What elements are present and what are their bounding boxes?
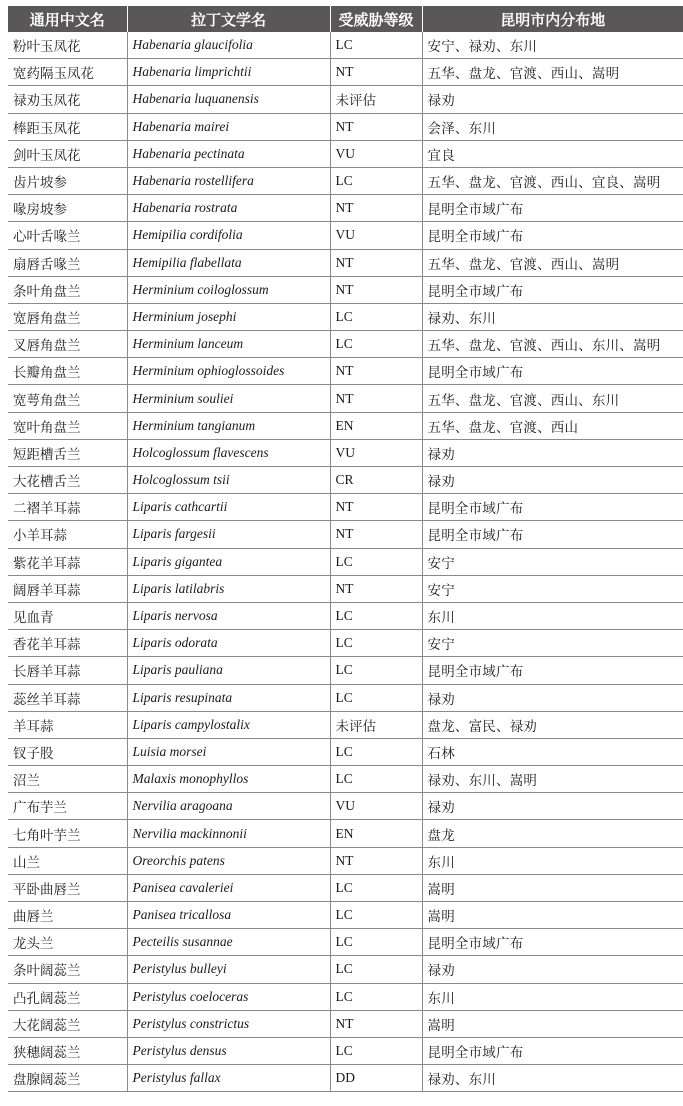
latin-name-cell: Herminium souliei bbox=[127, 385, 330, 412]
table-row bbox=[8, 1065, 683, 1092]
table-row bbox=[8, 983, 683, 1010]
table-row bbox=[8, 874, 683, 901]
threat-level-cell: LC bbox=[330, 956, 422, 983]
common-name-cell: 宽叶角盘兰 bbox=[8, 412, 127, 439]
distribution-cell: 东川 bbox=[422, 847, 683, 874]
distribution-cell: 禄劝 bbox=[422, 467, 683, 494]
distribution-cell: 安宁 bbox=[422, 630, 683, 657]
table-row bbox=[8, 358, 683, 385]
table-row bbox=[8, 86, 683, 113]
threat-level-cell: LC bbox=[330, 32, 422, 59]
latin-name-cell: Herminium coiloglossum bbox=[127, 276, 330, 303]
table-row bbox=[8, 766, 683, 793]
threat-level-cell: LC bbox=[330, 331, 422, 358]
latin-name-cell: Peristylus coeloceras bbox=[127, 983, 330, 1010]
distribution-cell: 昆明全市域广布 bbox=[422, 358, 683, 385]
table-row bbox=[8, 738, 683, 765]
latin-name-cell: Hemipilia flabellata bbox=[127, 249, 330, 276]
table-body bbox=[8, 32, 683, 1092]
distribution-cell: 安宁、禄劝、东川 bbox=[422, 32, 683, 59]
threat-level-cell: LC bbox=[330, 548, 422, 575]
distribution-cell: 禄劝 bbox=[422, 684, 683, 711]
table-row bbox=[8, 820, 683, 847]
threat-level-cell: LC bbox=[330, 983, 422, 1010]
threat-level-cell: LC bbox=[330, 684, 422, 711]
common-name-cell: 大花槽舌兰 bbox=[8, 467, 127, 494]
threat-level-cell: NT bbox=[330, 385, 422, 412]
common-name-cell: 七角叶芋兰 bbox=[8, 820, 127, 847]
threat-level-cell: NT bbox=[330, 521, 422, 548]
threat-level-cell: DD bbox=[330, 1065, 422, 1092]
common-name-cell: 龙头兰 bbox=[8, 929, 127, 956]
distribution-cell: 安宁 bbox=[422, 575, 683, 602]
threat-level-cell: LC bbox=[330, 929, 422, 956]
latin-name-cell: Habenaria pectinata bbox=[127, 140, 330, 167]
distribution-cell: 昆明全市域广布 bbox=[422, 276, 683, 303]
common-name-cell: 香花羊耳蒜 bbox=[8, 630, 127, 657]
threat-level-cell: NT bbox=[330, 276, 422, 303]
table-row bbox=[8, 793, 683, 820]
table-row bbox=[8, 630, 683, 657]
distribution-cell: 五华、盘龙、官渡、西山、东川 bbox=[422, 385, 683, 412]
table-row bbox=[8, 684, 683, 711]
header-threat-level: 受威胁等级 bbox=[330, 6, 422, 32]
common-name-cell: 凸孔阔蕊兰 bbox=[8, 983, 127, 1010]
threat-level-cell: LC bbox=[330, 902, 422, 929]
common-name-cell: 蕊丝羊耳蒜 bbox=[8, 684, 127, 711]
table-row bbox=[8, 412, 683, 439]
table-row bbox=[8, 195, 683, 222]
table-row bbox=[8, 494, 683, 521]
table-row bbox=[8, 548, 683, 575]
threat-level-cell: EN bbox=[330, 820, 422, 847]
table-row bbox=[8, 59, 683, 86]
common-name-cell: 小羊耳蒜 bbox=[8, 521, 127, 548]
distribution-cell: 昆明全市域广布 bbox=[422, 521, 683, 548]
table-row bbox=[8, 222, 683, 249]
latin-name-cell: Nervilia aragoana bbox=[127, 793, 330, 820]
latin-name-cell: Peristylus densus bbox=[127, 1037, 330, 1064]
common-name-cell: 心叶舌喙兰 bbox=[8, 222, 127, 249]
distribution-cell: 东川 bbox=[422, 983, 683, 1010]
distribution-cell: 五华、盘龙、官渡、西山、宜良、嵩明 bbox=[422, 167, 683, 194]
distribution-cell: 禄劝 bbox=[422, 439, 683, 466]
threat-level-cell: NT bbox=[330, 113, 422, 140]
distribution-cell: 禄劝、东川 bbox=[422, 303, 683, 330]
common-name-cell: 宽药隔玉凤花 bbox=[8, 59, 127, 86]
distribution-cell: 昆明全市域广布 bbox=[422, 929, 683, 956]
threat-level-cell: NT bbox=[330, 195, 422, 222]
latin-name-cell: Liparis fargesii bbox=[127, 521, 330, 548]
distribution-cell: 石林 bbox=[422, 738, 683, 765]
threat-level-cell: EN bbox=[330, 412, 422, 439]
species-table bbox=[8, 6, 683, 1092]
common-name-cell: 盘腺阔蕊兰 bbox=[8, 1065, 127, 1092]
table-row bbox=[8, 467, 683, 494]
latin-name-cell: Herminium tangianum bbox=[127, 412, 330, 439]
latin-name-cell: Oreorchis patens bbox=[127, 847, 330, 874]
threat-level-cell: NT bbox=[330, 249, 422, 276]
distribution-cell: 五华、盘龙、官渡、西山、嵩明 bbox=[422, 59, 683, 86]
common-name-cell: 山兰 bbox=[8, 847, 127, 874]
table-row bbox=[8, 847, 683, 874]
distribution-cell: 禄劝 bbox=[422, 793, 683, 820]
distribution-cell: 盘龙、富民、禄劝 bbox=[422, 711, 683, 738]
latin-name-cell: Herminium lanceum bbox=[127, 331, 330, 358]
distribution-cell: 昆明全市域广布 bbox=[422, 1037, 683, 1064]
latin-name-cell: Liparis odorata bbox=[127, 630, 330, 657]
table-row bbox=[8, 1037, 683, 1064]
common-name-cell: 长瓣角盘兰 bbox=[8, 358, 127, 385]
latin-name-cell: Peristylus constrictus bbox=[127, 1010, 330, 1037]
distribution-cell: 禄劝 bbox=[422, 86, 683, 113]
distribution-cell: 昆明全市域广布 bbox=[422, 494, 683, 521]
distribution-cell: 昆明全市域广布 bbox=[422, 657, 683, 684]
threat-level-cell: LC bbox=[330, 630, 422, 657]
threat-level-cell: 未评估 bbox=[330, 86, 422, 113]
latin-name-cell: Habenaria rostrata bbox=[127, 195, 330, 222]
distribution-cell: 宜良 bbox=[422, 140, 683, 167]
common-name-cell: 粉叶玉凤花 bbox=[8, 32, 127, 59]
distribution-cell: 东川 bbox=[422, 602, 683, 629]
latin-name-cell: Pecteilis susannae bbox=[127, 929, 330, 956]
threat-level-cell: VU bbox=[330, 140, 422, 167]
latin-name-cell: Liparis resupinata bbox=[127, 684, 330, 711]
latin-name-cell: Liparis cathcartii bbox=[127, 494, 330, 521]
common-name-cell: 喙房坡参 bbox=[8, 195, 127, 222]
threat-level-cell: LC bbox=[330, 874, 422, 901]
header-distribution: 昆明市内分布地 bbox=[422, 6, 683, 32]
latin-name-cell: Nervilia mackinnonii bbox=[127, 820, 330, 847]
common-name-cell: 叉唇角盘兰 bbox=[8, 331, 127, 358]
distribution-cell: 五华、盘龙、官渡、西山、嵩明 bbox=[422, 249, 683, 276]
distribution-cell: 五华、盘龙、官渡、西山 bbox=[422, 412, 683, 439]
latin-name-cell: Habenaria limprichtii bbox=[127, 59, 330, 86]
table-row bbox=[8, 331, 683, 358]
latin-name-cell: Panisea tricallosa bbox=[127, 902, 330, 929]
table-row bbox=[8, 575, 683, 602]
common-name-cell: 钗子股 bbox=[8, 738, 127, 765]
common-name-cell: 宽萼角盘兰 bbox=[8, 385, 127, 412]
threat-level-cell: LC bbox=[330, 303, 422, 330]
threat-level-cell: NT bbox=[330, 575, 422, 602]
common-name-cell: 禄劝玉凤花 bbox=[8, 86, 127, 113]
table-row bbox=[8, 113, 683, 140]
common-name-cell: 曲唇兰 bbox=[8, 902, 127, 929]
common-name-cell: 狭穗阔蕊兰 bbox=[8, 1037, 127, 1064]
common-name-cell: 棒距玉凤花 bbox=[8, 113, 127, 140]
table-row bbox=[8, 521, 683, 548]
table-row bbox=[8, 249, 683, 276]
table-row bbox=[8, 276, 683, 303]
header-common-name: 通用中文名 bbox=[8, 6, 127, 32]
distribution-cell: 嵩明 bbox=[422, 902, 683, 929]
header-latin-name: 拉丁文学名 bbox=[127, 6, 330, 32]
common-name-cell: 平卧曲唇兰 bbox=[8, 874, 127, 901]
distribution-cell: 禄劝、东川 bbox=[422, 1065, 683, 1092]
threat-level-cell: LC bbox=[330, 602, 422, 629]
latin-name-cell: Habenaria mairei bbox=[127, 113, 330, 140]
common-name-cell: 见血青 bbox=[8, 602, 127, 629]
common-name-cell: 紫花羊耳蒜 bbox=[8, 548, 127, 575]
threat-level-cell: NT bbox=[330, 59, 422, 86]
latin-name-cell: Liparis nervosa bbox=[127, 602, 330, 629]
table-row bbox=[8, 32, 683, 59]
latin-name-cell: Malaxis monophyllos bbox=[127, 766, 330, 793]
distribution-cell: 五华、盘龙、官渡、西山、东川、嵩明 bbox=[422, 331, 683, 358]
latin-name-cell: Herminium josephi bbox=[127, 303, 330, 330]
latin-name-cell: Holcoglossum tsii bbox=[127, 467, 330, 494]
common-name-cell: 羊耳蒜 bbox=[8, 711, 127, 738]
threat-level-cell: NT bbox=[330, 1010, 422, 1037]
table-row bbox=[8, 439, 683, 466]
threat-level-cell: LC bbox=[330, 766, 422, 793]
latin-name-cell: Herminium ophioglossoides bbox=[127, 358, 330, 385]
threat-level-cell: VU bbox=[330, 222, 422, 249]
table-row bbox=[8, 902, 683, 929]
common-name-cell: 条叶角盘兰 bbox=[8, 276, 127, 303]
latin-name-cell: Habenaria glaucifolia bbox=[127, 32, 330, 59]
threat-level-cell: NT bbox=[330, 494, 422, 521]
common-name-cell: 短距槽舌兰 bbox=[8, 439, 127, 466]
common-name-cell: 剑叶玉凤花 bbox=[8, 140, 127, 167]
threat-level-cell: CR bbox=[330, 467, 422, 494]
common-name-cell: 长唇羊耳蒜 bbox=[8, 657, 127, 684]
distribution-cell: 嵩明 bbox=[422, 874, 683, 901]
latin-name-cell: Holcoglossum flavescens bbox=[127, 439, 330, 466]
table-row bbox=[8, 1010, 683, 1037]
threat-level-cell: LC bbox=[330, 167, 422, 194]
latin-name-cell: Liparis latilabris bbox=[127, 575, 330, 602]
latin-name-cell: Peristylus bulleyi bbox=[127, 956, 330, 983]
latin-name-cell: Liparis pauliana bbox=[127, 657, 330, 684]
threat-level-cell: LC bbox=[330, 1037, 422, 1064]
common-name-cell: 条叶阔蕊兰 bbox=[8, 956, 127, 983]
distribution-cell: 会泽、东川 bbox=[422, 113, 683, 140]
latin-name-cell: Panisea cavaleriei bbox=[127, 874, 330, 901]
common-name-cell: 齿片坡参 bbox=[8, 167, 127, 194]
table-row bbox=[8, 602, 683, 629]
table-row bbox=[8, 711, 683, 738]
latin-name-cell: Liparis gigantea bbox=[127, 548, 330, 575]
table-row bbox=[8, 956, 683, 983]
threat-level-cell: VU bbox=[330, 439, 422, 466]
distribution-cell: 禄劝 bbox=[422, 956, 683, 983]
latin-name-cell: Hemipilia cordifolia bbox=[127, 222, 330, 249]
distribution-cell: 嵩明 bbox=[422, 1010, 683, 1037]
latin-name-cell: Liparis campylostalix bbox=[127, 711, 330, 738]
latin-name-cell: Habenaria rostellifera bbox=[127, 167, 330, 194]
common-name-cell: 二褶羊耳蒜 bbox=[8, 494, 127, 521]
common-name-cell: 扇唇舌喙兰 bbox=[8, 249, 127, 276]
distribution-cell: 安宁 bbox=[422, 548, 683, 575]
distribution-cell: 禄劝、东川、嵩明 bbox=[422, 766, 683, 793]
table-row bbox=[8, 167, 683, 194]
table-row bbox=[8, 929, 683, 956]
table-row bbox=[8, 657, 683, 684]
distribution-cell: 盘龙 bbox=[422, 820, 683, 847]
distribution-cell: 昆明全市域广布 bbox=[422, 222, 683, 249]
threat-level-cell: 未评估 bbox=[330, 711, 422, 738]
common-name-cell: 大花阔蕊兰 bbox=[8, 1010, 127, 1037]
table-row bbox=[8, 385, 683, 412]
threat-level-cell: NT bbox=[330, 358, 422, 385]
distribution-cell: 昆明全市域广布 bbox=[422, 195, 683, 222]
common-name-cell: 宽唇角盘兰 bbox=[8, 303, 127, 330]
header-row bbox=[8, 6, 683, 32]
threat-level-cell: LC bbox=[330, 738, 422, 765]
common-name-cell: 沼兰 bbox=[8, 766, 127, 793]
table-row bbox=[8, 140, 683, 167]
table-row bbox=[8, 303, 683, 330]
latin-name-cell: Habenaria luquanensis bbox=[127, 86, 330, 113]
threat-level-cell: LC bbox=[330, 657, 422, 684]
common-name-cell: 阔唇羊耳蒜 bbox=[8, 575, 127, 602]
latin-name-cell: Peristylus fallax bbox=[127, 1065, 330, 1092]
latin-name-cell: Luisia morsei bbox=[127, 738, 330, 765]
common-name-cell: 广布芋兰 bbox=[8, 793, 127, 820]
threat-level-cell: VU bbox=[330, 793, 422, 820]
threat-level-cell: NT bbox=[330, 847, 422, 874]
